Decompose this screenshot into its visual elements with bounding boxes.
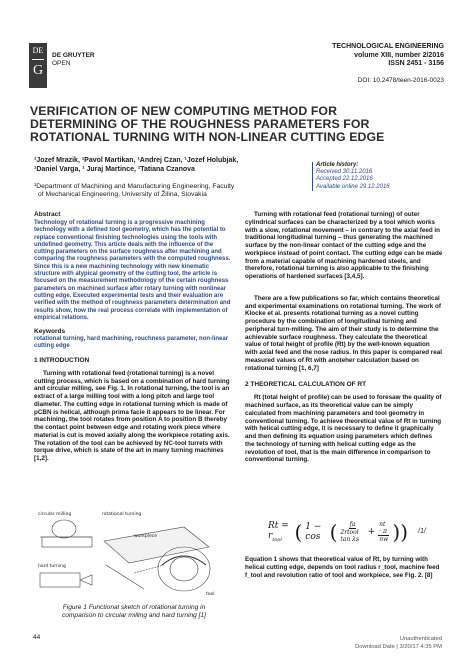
title-line: DETERMINING OF THE ROUGHNESS PARAMETERS FOR — [30, 117, 370, 131]
author-line: ¹Jozef Mrazik, ¹Pavol Martikan, ¹Andrej Czan, ¹Jozef Holubjak, — [34, 157, 239, 164]
eq-lhs: $Rt = r_{tool}$ — [268, 521, 289, 543]
history-heading: Article history: — [316, 162, 359, 168]
journal-issn: ISSN 2451 - 3156 — [388, 60, 444, 67]
intro-paragraph: Turning with rotational feed (rotational turning) is a novel cutting process, which is based on a combination of hard turning and circular milling, see Fig. 1. In rotational turning, the tool is an extract of a large milling tool with a long pitch and large tool diameter. The cutting edge in rotational turning which is made of pCBN is helical, although prima facie it appears to be linear. For machining, the tool rotates from position A to position B thereby the contact point between edge and rotating work piece where material is cut is moved axially along the workpiece rotating axis. The rotation of the tool can be achieved by NC-tool turrets with torque drive, which is state of the art in many turning machines [1,2]. — [34, 369, 230, 462]
label-circular: circular milling — [38, 512, 72, 517]
label-rotational: rotational turning — [102, 512, 142, 517]
caption-line: Figure 1 Functional sketch of rotational turning in — [62, 604, 206, 611]
turning-tool-shape — [80, 575, 92, 585]
doi-link[interactable]: DOI: 10.2478/teen-2016-0023 — [357, 76, 444, 84]
title-line: ROTATIONAL TURNING WITH NON-LINEAR CUTTING EDGE — [30, 130, 385, 144]
equation-explanation — [245, 556, 443, 579]
intro-heading: 1 INTRODUCTION — [34, 356, 90, 364]
history-received: Received 30.11.2016 — [316, 169, 373, 176]
keywords-text: rotational turning, hard machining, rouchness parameter, non-linear cutting edge — [34, 336, 229, 350]
journal-info — [332, 43, 444, 85]
publisher-name-block — [52, 52, 95, 68]
figure-1-caption — [46, 604, 222, 620]
eq-plus: + — [367, 527, 376, 537]
affiliation-line: of Mechanical Engineering, University of Žilina, Slovakia — [38, 191, 207, 199]
figure-1-sketch — [34, 507, 232, 601]
logo-bottom-text: G — [32, 63, 44, 78]
author-line: ¹Daniel Varga, ¹ Juraj Martince, ¹Tatiana Czanova — [34, 165, 195, 173]
eq-one-minus-cos: 1 − cos — [305, 522, 322, 542]
download-footer — [355, 636, 442, 651]
label-hard: hard turning — [38, 564, 66, 569]
turning-workpiece-shape — [40, 573, 80, 587]
right-paragraph-2: There are a few publications so far, which contains theoretical and experimental examinations on rotational turning. The work of Klocke et al. presents rotational turning as a novel cutting procedure by the combination of longitudinal turning and peripheral turn-milling. The aim of their study is to determine the achievable surface roughness. They calculate the theoretical value of total height of profile (Rt) by the well-known equation with axial feed and the nose radius. In this paper is compared real measured values of Rt with anoteher calculation based on rotational turning [1, 6,7] — [245, 294, 443, 372]
left-column — [34, 211, 232, 463]
paper-title — [30, 105, 444, 144]
abstract-text: Technology of rotational turning is a progressive machining technology with a defined tool geometry, which has the potential to replace conventional finishing technologies using the tools with undefined geometry. This article deals with the influence of the cutting parameters on the surface roughness after machining and comparing the roughness parameters with the computed roughness. Since this is a new machining technology with new kinematic structure with atypical geometry of the cutting tool, the article is focused on the measurement methodology of the certain roughness parameters on machined surface after rotary turning with nonlinear cutting edge. Executed experimental tests and their evaluation are verified with the method of roughness parameters determination and results show, how the real process correlate with implementation of empirical relations. — [34, 220, 231, 321]
keywords-heading: Keywords — [34, 328, 66, 336]
right-column — [245, 211, 443, 464]
history-online: Available online 29.12.2016 — [316, 183, 390, 190]
journal-name: TECHNOLOGICAL ENGINEERING — [332, 43, 444, 50]
rotational-tool-disc — [158, 547, 210, 591]
right-paragraph-3: Rt (total height of profile) can be used to foresaw the quality of machined surface, as its theoretical value can be simply calculated from machining parameters and tool geometry in conventional turning. To achieve theoretical value of Rt in turning with helical cutting edge, it is necessary to define it graphically and then defining its equation using parameters which defines the technology of turning with helical cutting edge as the revolution of tool, that is the main difference in comparison to conventional turning. — [245, 394, 442, 464]
abstract-heading: Abstract — [34, 211, 61, 218]
download-date: Download Date | 3/20/17 4:35 PM — [355, 643, 442, 650]
section-2-heading: 2 THEORETICAL CALCULATION OF RT — [245, 381, 367, 389]
caption-line: comparison to circular milling and hard turning [1] — [61, 612, 207, 620]
author-list — [34, 157, 304, 174]
equation-number: /1/ — [418, 528, 426, 535]
publisher-imprint: OPEN — [52, 60, 71, 67]
title-line: VERIFICATION OF NEW COMPUTING METHOD FOR — [30, 104, 338, 118]
equation-1: $Rt = r_{tool}$ ( 1 − cos ( $\frac{fa}{\text{2rtool tan λs}}$ + $\frac{nt \cdot \pi}{nw}$ )) — [268, 520, 408, 544]
affiliation-line: ¹Department of Machining and Manufacturing Engineering, Faculty — [34, 183, 235, 190]
auth-status: Unauthenticated — [399, 636, 442, 642]
journal-volume: volume XIII, number 2/2016 — [354, 51, 444, 59]
label-workpiece: workpiece — [134, 534, 158, 539]
right-paragraph-4: Equation 1 shows that theoretical value of Rt, by turning with helical cutting edge, depends on tool radius r_tool, machine feed f_tool and revolution ratio of tool and workpiece, see Fig. 2. [8] — [245, 556, 440, 579]
milling-cutter-shape — [52, 520, 76, 538]
article-history — [312, 162, 412, 191]
history-accepted: Accepted 22.12.2016 — [316, 176, 373, 183]
publisher-logo — [29, 43, 47, 88]
milling-workpiece-shape — [42, 537, 92, 547]
affiliation — [34, 183, 294, 200]
label-tool: tool — [206, 592, 215, 597]
logo-divider — [32, 59, 44, 60]
logo-top-text: DE — [32, 46, 44, 55]
eq-fraction-1: $\frac{fa}{\text{2rtool tan λs}}$ — [340, 521, 360, 543]
page-number: 44 — [33, 634, 41, 641]
right-paragraph-1: Turning with rotational feed (rotational turning) of outer cylindrical surfaces can be characterized by a tool which works with a slow, rotational movement – in contrary to the axial feed in traditional longitudinal turning – thus generating the machined surface by the non-linear contact of the cutting edge and the workpiece instead of point contact. The cutting edge can be made from a material capable of machining hardened steels, and therefore, rotational turning is also applicable to the finishing operations of hardened surfaces [3,4,5]. — [245, 211, 443, 280]
eq-fraction-2: $\frac{nt \cdot \pi}{nw}$ — [379, 521, 389, 543]
helical-edge-shape — [162, 556, 206, 565]
figure-1 — [34, 507, 232, 601]
publisher-name: DE GRUYTER — [52, 52, 95, 59]
